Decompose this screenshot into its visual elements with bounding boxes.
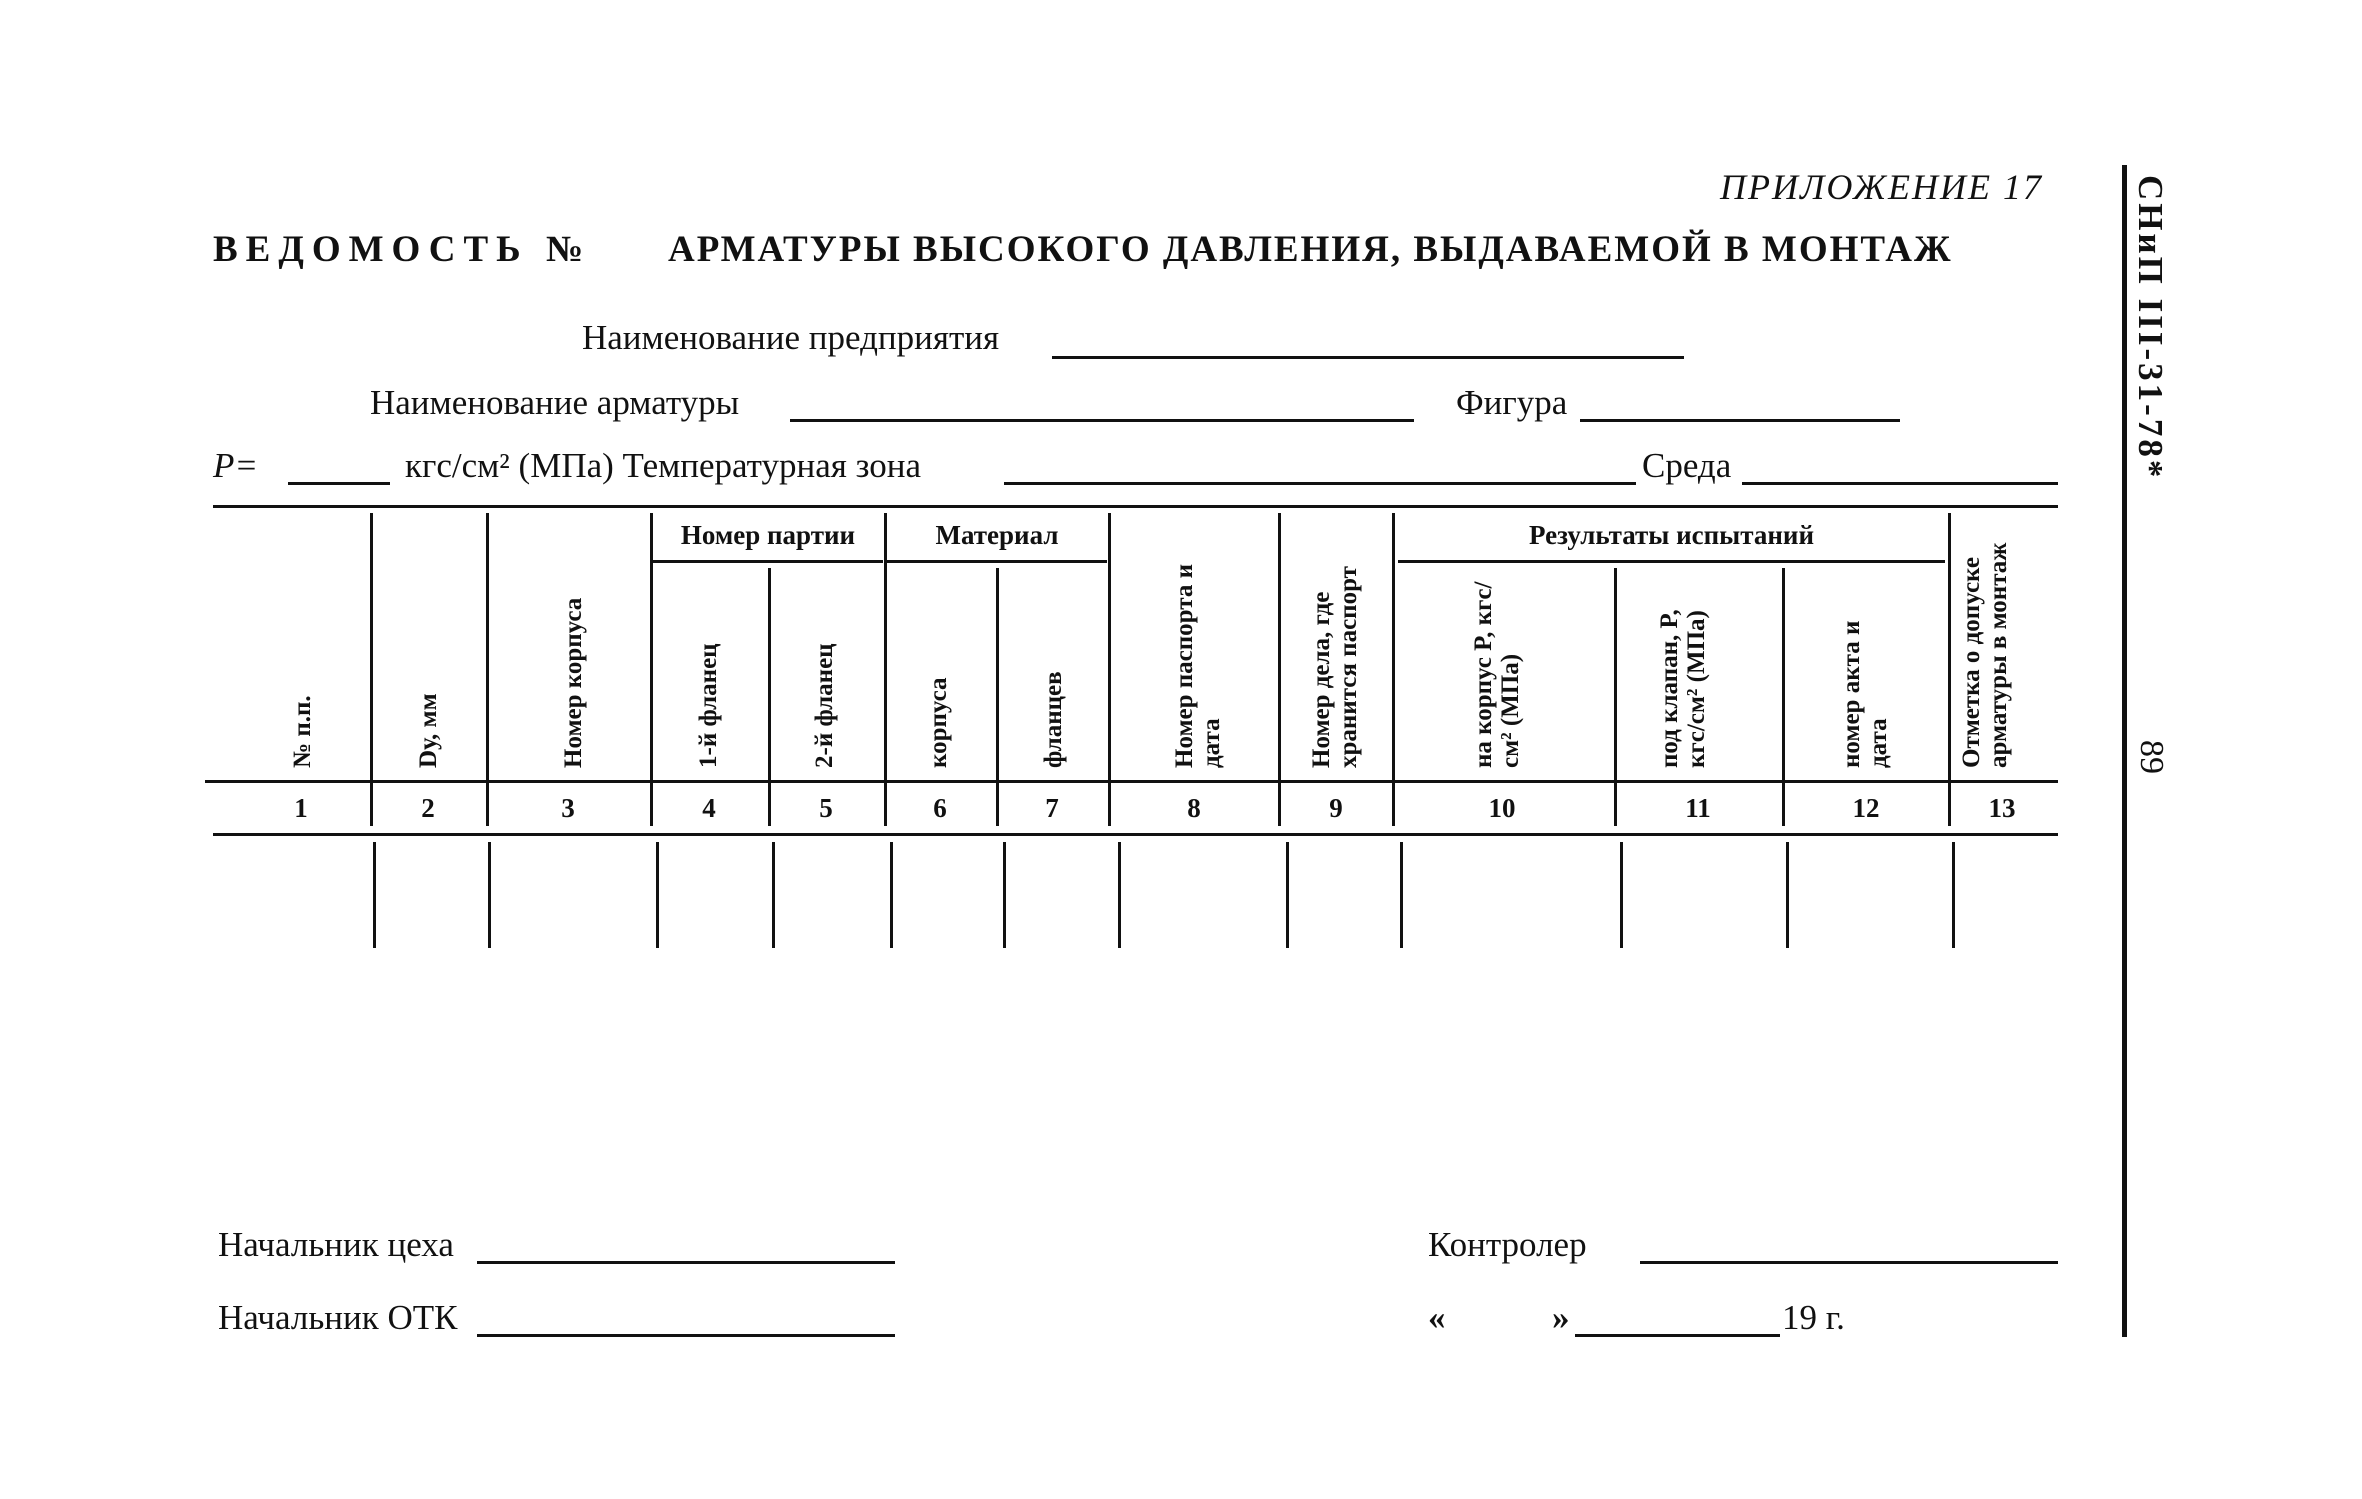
date-quote-open: « (1428, 1298, 1446, 1337)
col-number: 11 (1685, 793, 1711, 823)
col-divider (890, 842, 893, 948)
otk-head-signature-field[interactable] (477, 1334, 895, 1337)
col-number: 8 (1187, 793, 1201, 823)
col-number: 3 (561, 793, 575, 823)
col-header-body-number: Номер корпуса (560, 597, 587, 768)
col-header-index: № п.п. (289, 695, 316, 768)
medium-field[interactable] (1742, 482, 2058, 485)
col-divider (996, 568, 999, 826)
pressure-units-label: кгс/см² (МПа) Температурная зона (405, 446, 921, 485)
otk-head-label: Начальник ОТК (218, 1298, 458, 1337)
col-header-diameter: Dу, мм (415, 693, 442, 768)
enterprise-label: Наименование предприятия (582, 318, 1000, 357)
pressure-field[interactable] (288, 482, 390, 485)
pressure-prefix: P= (213, 446, 258, 485)
group-material: Материал (935, 520, 1059, 550)
col-header-flange-material: фланцев (1040, 671, 1067, 768)
enterprise-field[interactable] (1052, 356, 1684, 359)
col-divider (373, 842, 376, 948)
col-divider (1400, 842, 1403, 948)
col-divider (1286, 842, 1289, 948)
col-header-approval: Отметка о допуске арматуры в монтаж (1958, 542, 2012, 768)
col-number: 9 (1329, 793, 1343, 823)
fittings-label: Наименование арматуры (370, 383, 740, 422)
figure-label: Фигура (1456, 383, 1568, 422)
col-divider (1782, 568, 1785, 826)
group-test-results: Результаты испытаний (1528, 520, 1815, 550)
col-number: 12 (1852, 793, 1880, 823)
col-divider (656, 842, 659, 948)
page-number: 89 (2133, 740, 2170, 774)
col-divider (488, 842, 491, 948)
document-title: АРМАТУРЫ ВЫСОКОГО ДАВЛЕНИЯ, ВЫДАВАЕМОЙ В МОНТАЖ (668, 229, 1953, 270)
table-top-rule (213, 505, 2058, 508)
col-header-body-material: корпуса (925, 677, 952, 768)
standard-code: СНиП III-31-78* (2131, 175, 2170, 481)
material-group-rule (887, 560, 1107, 563)
col-divider (1118, 842, 1121, 948)
col-divider (768, 568, 771, 826)
fittings-field[interactable] (790, 419, 1414, 422)
col-header-flange-2: 2-й фланец (811, 643, 838, 768)
col-divider (650, 513, 653, 826)
col-number: 5 (819, 793, 833, 823)
col-divider (370, 513, 373, 826)
controller-label: Контролер (1428, 1225, 1587, 1264)
col-number: 13 (1988, 793, 2016, 823)
numbers-bottom-rule (213, 833, 2058, 836)
document-title-prefix: ВЕДОМОСТЬ № (213, 229, 592, 270)
col-divider (486, 513, 489, 826)
figure-field[interactable] (1580, 419, 1900, 422)
col-divider (1392, 513, 1395, 826)
col-number: 4 (702, 793, 716, 823)
header-bottom-rule (205, 780, 2058, 783)
col-header-act: номер акта и дата (1838, 620, 1892, 768)
date-quote-close: » (1552, 1298, 1570, 1337)
col-divider (1620, 842, 1623, 948)
col-divider (1278, 513, 1281, 826)
col-divider (884, 513, 887, 826)
col-divider (1614, 568, 1617, 826)
col-divider (1786, 842, 1789, 948)
col-header-flange-1: 1-й фланец (695, 643, 722, 768)
col-divider (1003, 842, 1006, 948)
col-number: 7 (1045, 793, 1059, 823)
appendix-label: ПРИЛОЖЕНИЕ 17 (1720, 167, 2043, 207)
batch-group-rule (653, 560, 883, 563)
col-divider (772, 842, 775, 948)
group-batch-number: Номер партии (680, 520, 856, 550)
shop-head-signature-field[interactable] (477, 1261, 895, 1264)
date-year: 19 г. (1782, 1298, 1845, 1337)
col-number: 6 (933, 793, 947, 823)
col-divider (1948, 513, 1951, 826)
shop-head-label: Начальник цеха (218, 1225, 454, 1264)
col-header-valve-test: под клапан, P, кгс/см² (МПа) (1656, 609, 1710, 768)
col-number: 10 (1488, 793, 1516, 823)
col-header-body-test: на корпус P, кгс/см² (МПа) (1470, 581, 1524, 768)
col-number: 2 (421, 793, 435, 823)
col-divider (1952, 842, 1955, 948)
col-divider (1108, 513, 1111, 826)
col-number: 1 (294, 793, 308, 823)
col-header-passport: Номер паспорта и дата (1171, 564, 1225, 768)
medium-label: Среда (1642, 446, 1732, 485)
col-header-file-number: Номер дела, где хранится паспорт (1308, 566, 1362, 768)
temperature-zone-field[interactable] (1004, 482, 1636, 485)
controller-signature-field[interactable] (1640, 1261, 2058, 1264)
date-month-field[interactable] (1575, 1334, 1780, 1337)
